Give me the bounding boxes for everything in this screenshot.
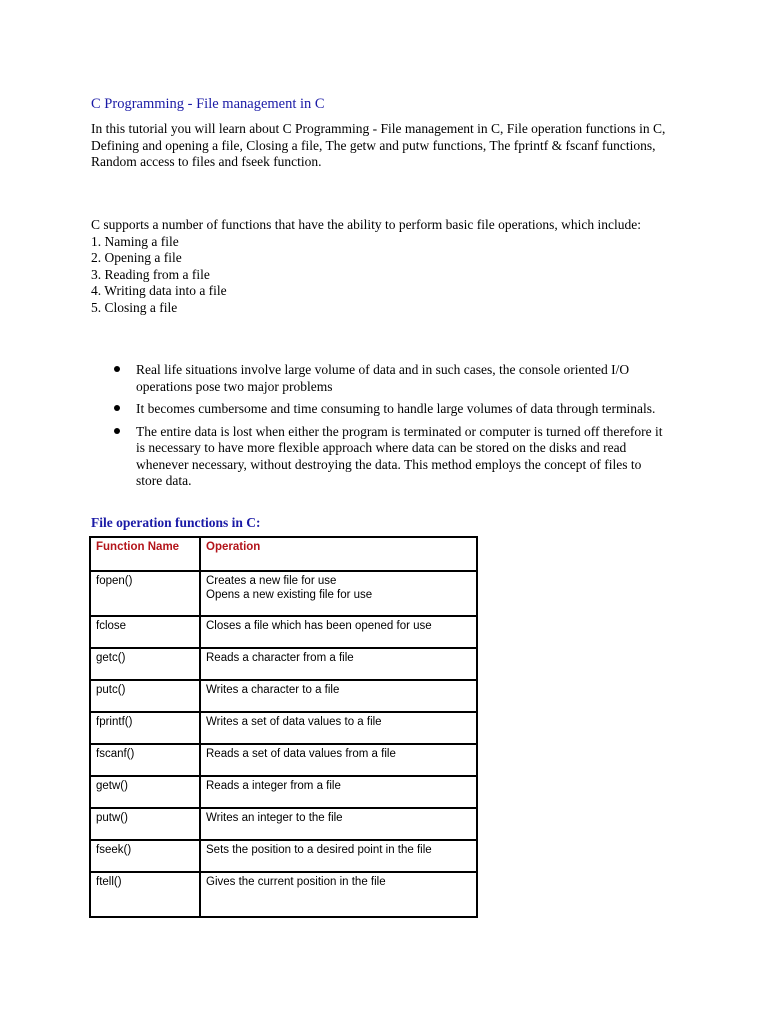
function-name-cell: fopen(): [90, 571, 200, 616]
header-operation: Operation: [200, 537, 477, 571]
table-row: [90, 680, 477, 712]
list-item: 4. Writing data into a file: [91, 283, 227, 298]
operation-line: Creates a new file for use: [206, 575, 337, 587]
table-header-row: [90, 537, 477, 571]
table-row: [90, 571, 477, 616]
bullet-text: It becomes cumbersome and time consuming to handle large volumes of data through terminals.: [136, 401, 656, 416]
table-row: [90, 808, 477, 840]
bullet-icon: [114, 405, 120, 411]
operation-cell: Reads a character from a file: [200, 648, 477, 680]
operation-cell: [200, 571, 477, 616]
table-row: [90, 776, 477, 808]
operation-cell: Closes a file which has been opened for use: [200, 616, 477, 648]
table-row: [90, 648, 477, 680]
bullet-item: [110, 362, 670, 395]
header-function-name: Function Name: [90, 537, 200, 571]
section-title: File operation functions in C:: [91, 515, 261, 530]
table-row: [90, 744, 477, 776]
page-title: C Programming - File management in C: [91, 96, 325, 112]
operation-cell: Reads a set of data values from a file: [200, 744, 477, 776]
list-item: 2. Opening a file: [91, 250, 182, 265]
operation-cell: Writes a character to a file: [200, 680, 477, 712]
operation-cell: Reads a integer from a file: [200, 776, 477, 808]
table-row: [90, 840, 477, 872]
function-name-cell: getw(): [90, 776, 200, 808]
bullet-icon: [114, 428, 120, 434]
bullet-text: Real life situations involve large volume of data and in such cases, the console oriented I/O operations pose two major problems: [136, 362, 630, 394]
operation-cell: Writes a set of data values to a file: [200, 712, 477, 744]
file-operations-list: [91, 234, 681, 317]
function-name-cell: fseek(): [90, 840, 200, 872]
bullet-item: [110, 401, 670, 418]
supports-block: [91, 217, 681, 316]
operation-cell: Sets the position to a desired point in the file: [200, 840, 477, 872]
operation-cell: Writes an integer to the file: [200, 808, 477, 840]
operation-line: Opens a new existing file for use: [206, 589, 373, 601]
operation-cell: Gives the current position in the file: [200, 872, 477, 917]
file-functions-table: [89, 536, 478, 918]
function-name-cell: fprintf(): [90, 712, 200, 744]
function-name-cell: ftell(): [90, 872, 200, 917]
bullet-item: [110, 424, 670, 490]
table-row: [90, 712, 477, 744]
function-name-cell: putw(): [90, 808, 200, 840]
problems-bullet-list: [110, 362, 670, 496]
function-name-cell: putc(): [90, 680, 200, 712]
bullet-text: The entire data is lost when either the program is terminated or computer is turned off therefore it is necessary to have more flexible approach where data can be stored on the disks and read whenever necessary, without destroying the data. This method employs the concept of files to store data.: [136, 423, 663, 488]
list-item: 1. Naming a file: [91, 233, 179, 249]
list-item: 5. Closing a file: [91, 299, 178, 315]
table-row: [90, 616, 477, 648]
list-item: 3. Reading from a file: [91, 266, 210, 282]
intro-paragraph: In this tutorial you will learn about C Programming - File management in C, File operation functions in C, Defining and opening a file, Closing a file, The getw and putw functions, The fprintf & fscanf functions, Random access to files and fseek function.: [91, 121, 666, 169]
supports-paragraph: C supports a number of functions that have the ability to perform basic file operations, which include:: [91, 217, 641, 232]
bullet-icon: [114, 366, 120, 372]
function-name-cell: fscanf(): [90, 744, 200, 776]
table-row: [90, 872, 477, 917]
function-name-cell: getc(): [90, 648, 200, 680]
function-name-cell: fclose: [90, 616, 200, 648]
